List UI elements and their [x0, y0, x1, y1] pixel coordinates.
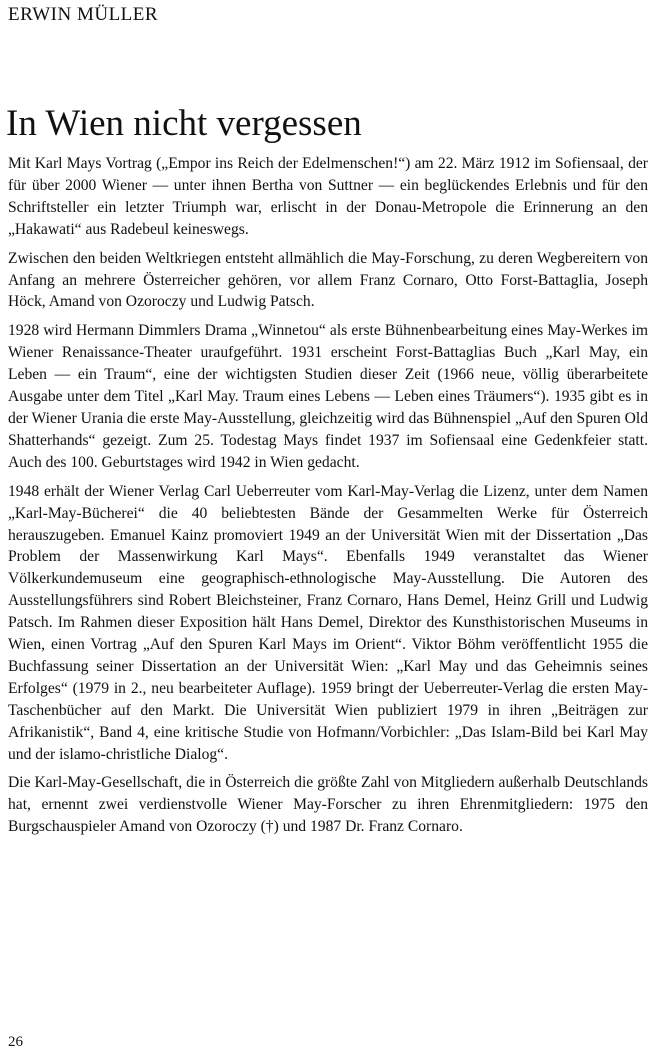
- paragraph: 1928 wird Hermann Dimmlers Drama „Winnetou“ als erste Bühnenbearbeitung eines May-Werkes im Wiener Renaissance-Theater uraufgeführt. 1931 erscheint Forst-Battaglias Buch „Karl May, ein Leben — ein Traum“, eine der wichtigsten Studien dieser Zeit (1966 neue, völlig überarbeitete Ausgabe unter dem Titel „Karl May. Traum eines Lebens — Leben eines Träumers“). 1935 gibt es in der Wiener Urania die erste May-Ausstellung, gleichzeitig wird das Bühnenspiel „Auf den Spuren Old Shatterhands“ gezeigt. Zum 25. Todestag Mays findet 1937 im Sofiensaal eine Gedenkfeier statt. Auch des 100. Geburtstages wird 1942 in Wien gedacht.: [8, 322, 648, 471]
- paragraph: Zwischen den beiden Weltkriegen entsteht allmählich die May-Forschung, zu deren Wegbereitern von Anfang an mehrere Österreicher gehören, vor allem Franz Cornaro, Otto Forst-Battaglia, Joseph Höck, Amand von Ozoroczy und Ludwig Patsch.: [8, 249, 648, 311]
- paragraph: Die Karl-May-Gesellschaft, die in Österreich die größte Zahl von Mitgliedern außerhalb Deutschlands hat, ernennt zwei verdienstvolle Wiener May-Forscher zu ihren Ehrenmitgliedern: 1975 den Burgschauspieler Amand von Ozoroczy (†) und 1987 Dr. Franz Cornaro.: [8, 774, 648, 836]
- page-number: 26: [8, 1034, 23, 1050]
- paragraph: Mit Karl Mays Vortrag („Empor ins Reich der Edelmenschen!“) am 22. März 1912 im Sofiensaal, der für über 2000 Wiener — unter ihnen Bertha von Suttner — ein beglückendes Erlebnis und für den Schriftsteller ein letzter Triumph war, erlischt in der Donau-Metropole die Erinnerung an den „Hakawati“ aus Radebeul keineswegs.: [8, 155, 648, 238]
- paragraph: 1948 erhält der Wiener Verlag Carl Ueberreuter vom Karl-May-Verlag die Lizenz, unter dem Namen „Karl-May-Bücherei“ die 40 beliebtesten Bände der Gesammelten Werke für Österreich herauszugeben. Emanuel Kainz promoviert 1949 an der Universität Wien mit der Dissertation „Das Problem der Massenwirkung Karl Mays“. Ebenfalls 1949 veranstaltet das Wiener Völkerkundemuseum eine geographisch-ethnologische May-Ausstellung. Die Autoren des Ausstellungsführers sind Robert Bleichsteiner, Franz Cornaro, Hans Demel, Heinz Grill und Ludwig Patsch. Im Rahmen dieser Exposition hält Hans Demel, Direktor des Kunsthistorischen Museums in Wien, einen Vortrag „Auf den Spuren Karl Mays im Orient“. Viktor Böhm veröffentlicht 1955 die Buchfassung seiner Dissertation an der Universität Wien: „Karl May und das Geheimnis seines Erfolges“ (1979 in 2., neu bearbeiteter Auflage). 1959 bringt der Ueberreuter-Verlag die ersten May-Taschenbücher auf den Markt. Die Universität Wien publiziert 1979 in ihren „Beiträgen zur Afrikanistik“, Band 4, eine kritische Studie von Hofmann/Vorbichler: „Das Islam-Bild bei Karl May und der islamo-christliche Dialog“.: [8, 482, 648, 763]
- article-body: [8, 153, 648, 845]
- article-title: In Wien nicht vergessen: [6, 103, 362, 144]
- running-header-author: ERWIN MÜLLER: [8, 4, 159, 25]
